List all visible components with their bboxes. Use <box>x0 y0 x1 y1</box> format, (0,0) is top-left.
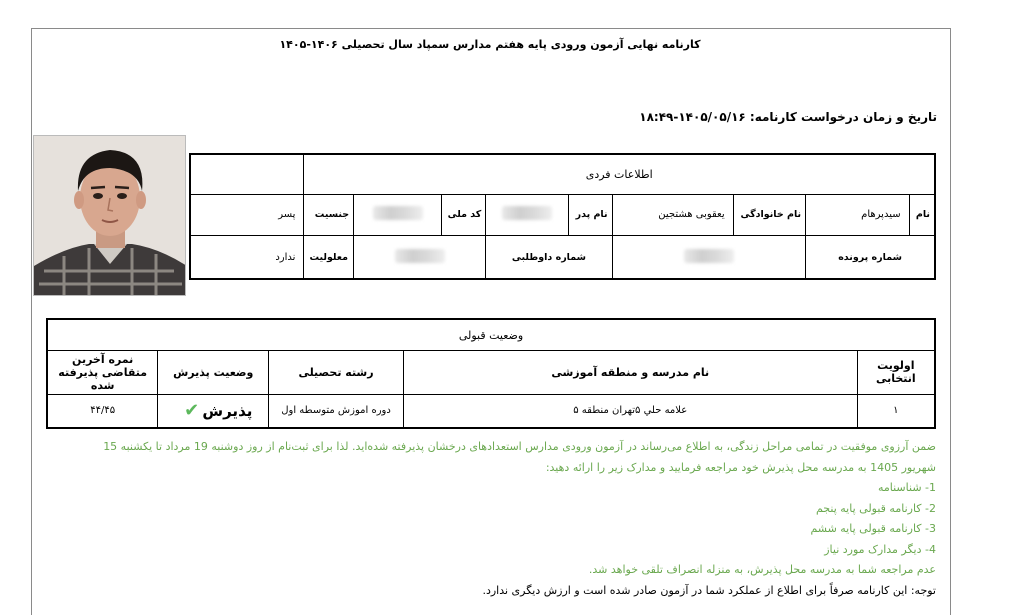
notes-item-2: 2- کارنامه قبولی پایه پنجم <box>815 501 936 515</box>
father-name-value <box>486 194 569 236</box>
redacted-national-code <box>373 206 423 220</box>
student-photo <box>33 135 186 296</box>
checkmark-icon: ✔ <box>184 400 200 422</box>
family-name-label: نام خانوادگی <box>733 194 805 236</box>
notes-item-3: 3- کارنامه قبولی پایه ششم <box>810 522 936 535</box>
disability-value: ندارد <box>190 236 304 279</box>
national-code-value <box>354 194 442 236</box>
notes-warning: عدم مراجعه شما به مدرسه محل پذیرش، به منزله انصراف تلقی خواهد شد. <box>588 563 936 576</box>
field-value: دوره اموزش متوسطه اول <box>269 394 404 428</box>
gender-value: پسر <box>190 194 304 236</box>
notes-footnote: توجه: این کارنامه صرفاً برای اطلاع از عملکرد شما در آزمون صادر شده است و ارزش دیگری ندارد. <box>482 583 936 597</box>
redacted-file-number <box>684 249 734 263</box>
notes-paragraph-2: شهریور 1405 به مدرسه محل پذیرش خود مراجعه فرمایید و مدارک زیر را ارائه دهید: <box>545 460 936 474</box>
national-code-label: کد ملی <box>442 194 486 236</box>
admission-status-header: وضعیت قبولی <box>47 319 935 351</box>
admission-notes <box>40 437 936 601</box>
col-field: رشته تحصیلی <box>269 351 404 395</box>
student-photo-image <box>34 136 186 296</box>
col-priority: اولویت انتخابی <box>857 351 935 395</box>
notes-item-1: 1- شناسنامه <box>877 481 936 494</box>
notes-item-4: 4- دیگر مدارک مورد نیاز <box>824 542 936 556</box>
school-value: علامه حلي ۵تهران منطقه ۵ <box>403 394 857 428</box>
col-school: نام مدرسه و منطقه آموزشی <box>403 351 857 395</box>
redacted-father-name <box>502 206 552 220</box>
admission-status-table <box>46 318 936 429</box>
file-number-value <box>612 236 806 279</box>
col-last-score: نمره آخرین متقاضی پذیرفته شده <box>47 351 158 395</box>
last-score-value: ۴۴/۴۵ <box>47 394 158 428</box>
col-status: وضعیت پذیرش <box>158 351 269 395</box>
name-label: نام <box>909 194 935 236</box>
file-number-label: شماره پرونده <box>806 236 935 279</box>
page-title: کارنامه نهایی آزمون ورودی پایه هفتم مدارس سمپاد سال تحصیلی ۱۴۰۶-۱۴۰۵ <box>279 38 701 51</box>
redacted-applicant-number <box>395 249 445 263</box>
applicant-number-value <box>354 236 486 279</box>
disability-label: معلولیت <box>304 236 354 279</box>
personal-info-header: اطلاعات فردی <box>304 154 935 194</box>
priority-value: ۱ <box>857 394 935 428</box>
gender-label: جنسیت <box>304 194 354 236</box>
family-name-value: یعقوبی هشتجین <box>612 194 733 236</box>
personal-info-table <box>189 153 936 280</box>
notes-paragraph-1: ضمن آرزوی موفقیت در تمامی مراحل زندگی، به اطلاع می‌رساند در آزمون ورودی مدارس استعدادهای درخشان پذیرفته شده‌اید. لذا برای ثبت‌نام از روز دوشنبه 19 مرداد تا یکشنبه 15 <box>103 440 936 453</box>
status-value: پذیرش <box>202 402 253 421</box>
father-name-label: نام پدر <box>569 194 612 236</box>
request-datetime: تاریخ و زمان درخواست کارنامه: ۱۴۰۵/۰۵/۱۶-۱۸:۴۹ <box>639 110 937 124</box>
status-cell <box>158 394 269 428</box>
name-value: سیدپرهام <box>806 194 910 236</box>
applicant-number-label: شماره داوطلبی <box>486 236 612 279</box>
